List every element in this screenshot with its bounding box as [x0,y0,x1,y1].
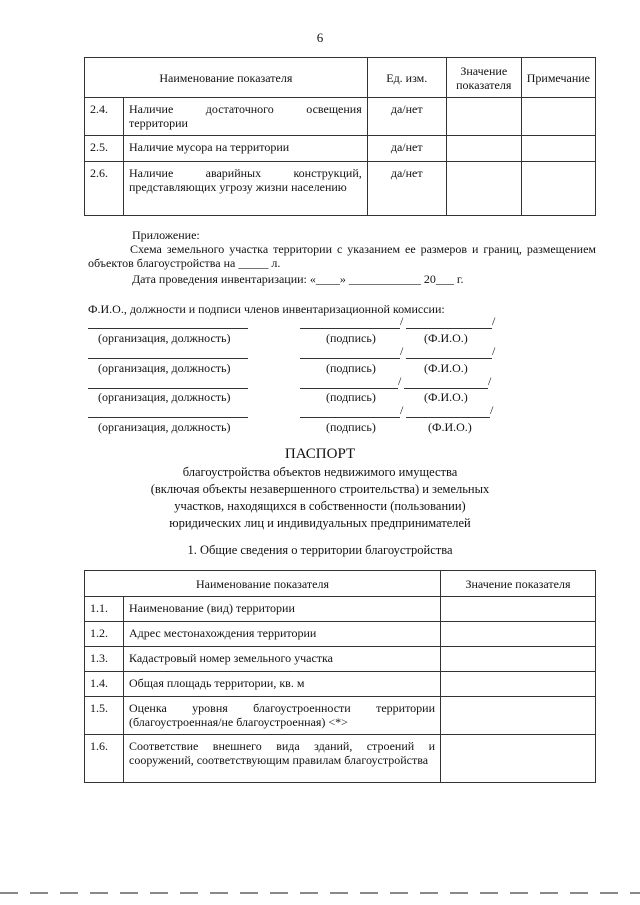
passport-subtitle-3: участков, находящихся в собственности (пользовании) [174,499,466,513]
passport-subtitle-2: (включая объекты незавершенного строительства) и земельных [150,482,490,496]
header-value: Значение показателя [446,58,521,98]
table-header-row [85,571,596,597]
row-unit: да/нет [367,98,446,136]
fio-line[interactable] [406,403,490,418]
fio-caption: (Ф.И.О.) [428,420,472,434]
passport-subtitle-4: юридических лиц и индивидуальных предпринимателей [169,516,471,530]
fio-line[interactable] [406,314,492,329]
fio-line[interactable] [404,374,488,389]
row-name: Адрес местонахождения территории [124,622,441,647]
row-number: 1.2. [85,622,124,647]
org-line[interactable] [88,374,248,389]
general-info-table [84,570,596,783]
row-number: 2.4. [85,98,124,136]
row-name: Общая площадь территории, кв. м [124,672,441,697]
table-row [85,672,596,697]
row-note-cell[interactable] [521,162,595,216]
indicators-table-2 [84,57,596,216]
table-row [85,162,596,216]
page-number: 6 [316,30,324,45]
table-row [85,597,596,622]
slash: / [492,344,496,358]
table-row [85,735,596,783]
row-value-cell[interactable] [446,162,521,216]
fio-caption: (Ф.И.О.) [424,331,468,345]
row-value-cell[interactable] [441,622,596,647]
table-header-row [85,58,596,98]
section-title: 1. Общие сведения о территории благоустройства [187,543,453,557]
row-unit: да/нет [367,136,446,162]
row-name: Кадастровый номер земельного участка [124,647,441,672]
header-value: Значение показателя [441,571,596,597]
row-number: 2.5. [85,136,124,162]
table-row [85,622,596,647]
passport-title: ПАСПОРТ [284,446,356,462]
signature-line[interactable] [300,403,400,418]
slash: / [398,374,402,388]
slash: / [490,403,494,417]
org-caption: (организация, должность) [98,390,231,404]
slash: / [400,314,404,328]
header-unit: Ед. изм. [367,58,446,98]
signature-caption: (подпись) [326,361,376,375]
row-name: Оценка уровня благоустроенности территории (благоустроенная/не благоустроенная) <*> [124,697,441,735]
signature-caption: (подпись) [326,331,376,345]
org-line[interactable] [88,344,248,359]
org-caption: (организация, должность) [98,361,231,375]
slash: / [400,344,404,358]
fio-line[interactable] [406,344,492,359]
commission-title: Ф.И.О., должности и подписи членов инвентаризационной комиссии: [88,302,445,316]
appendix-scheme: Схема земельного участка территории с указанием ее размеров и границ, размещением объектов благоустройства на _____ л. [88,242,596,270]
header-note: Примечание [521,58,595,98]
inventory-date: Дата проведения инвентаризации: «____» ____________ 20___ г. [132,272,464,286]
table-row [85,697,596,735]
signature-line[interactable] [300,314,400,329]
row-name: Наличие достаточного освещения территории [124,98,368,136]
row-note-cell[interactable] [521,136,595,162]
row-name: Наименование (вид) территории [124,597,441,622]
header-name: Наименование показателя [85,58,368,98]
org-caption: (организация, должность) [98,331,231,345]
row-number: 1.5. [85,697,124,735]
org-line[interactable] [88,314,248,329]
signature-caption: (подпись) [326,390,376,404]
fio-caption: (Ф.И.О.) [424,390,468,404]
slash: / [488,374,492,388]
row-number: 1.4. [85,672,124,697]
row-value-cell[interactable] [441,735,596,783]
signature-line[interactable] [300,344,400,359]
slash: / [400,403,404,417]
row-value-cell[interactable] [441,697,596,735]
page-edge-artifact [0,892,640,894]
row-value-cell[interactable] [446,136,521,162]
row-number: 1.3. [85,647,124,672]
signature-line[interactable] [300,374,398,389]
row-value-cell[interactable] [441,672,596,697]
row-value-cell[interactable] [441,647,596,672]
row-number: 1.6. [85,735,124,783]
appendix-label: Приложение: [132,228,200,242]
row-value-cell[interactable] [441,597,596,622]
table-row [85,98,596,136]
fio-caption: (Ф.И.О.) [424,361,468,375]
row-note-cell[interactable] [521,98,595,136]
passport-subtitle-1: благоустройства объектов недвижимого имущества [182,465,458,479]
slash: / [492,314,496,328]
row-name: Наличие мусора на территории [124,136,368,162]
header-name: Наименование показателя [85,571,441,597]
table-row [85,647,596,672]
org-line[interactable] [88,403,248,418]
row-number: 2.6. [85,162,124,216]
row-number: 1.1. [85,597,124,622]
row-unit: да/нет [367,162,446,216]
org-caption: (организация, должность) [98,420,231,434]
row-name: Наличие аварийных конструкций, представляющих угрозу жизни населению [124,162,368,216]
table-row [85,136,596,162]
row-value-cell[interactable] [446,98,521,136]
row-name: Соответствие внешнего вида зданий, строений и сооружений, соответствующим правилам благоустройства [124,735,441,783]
signature-caption: (подпись) [326,420,376,434]
